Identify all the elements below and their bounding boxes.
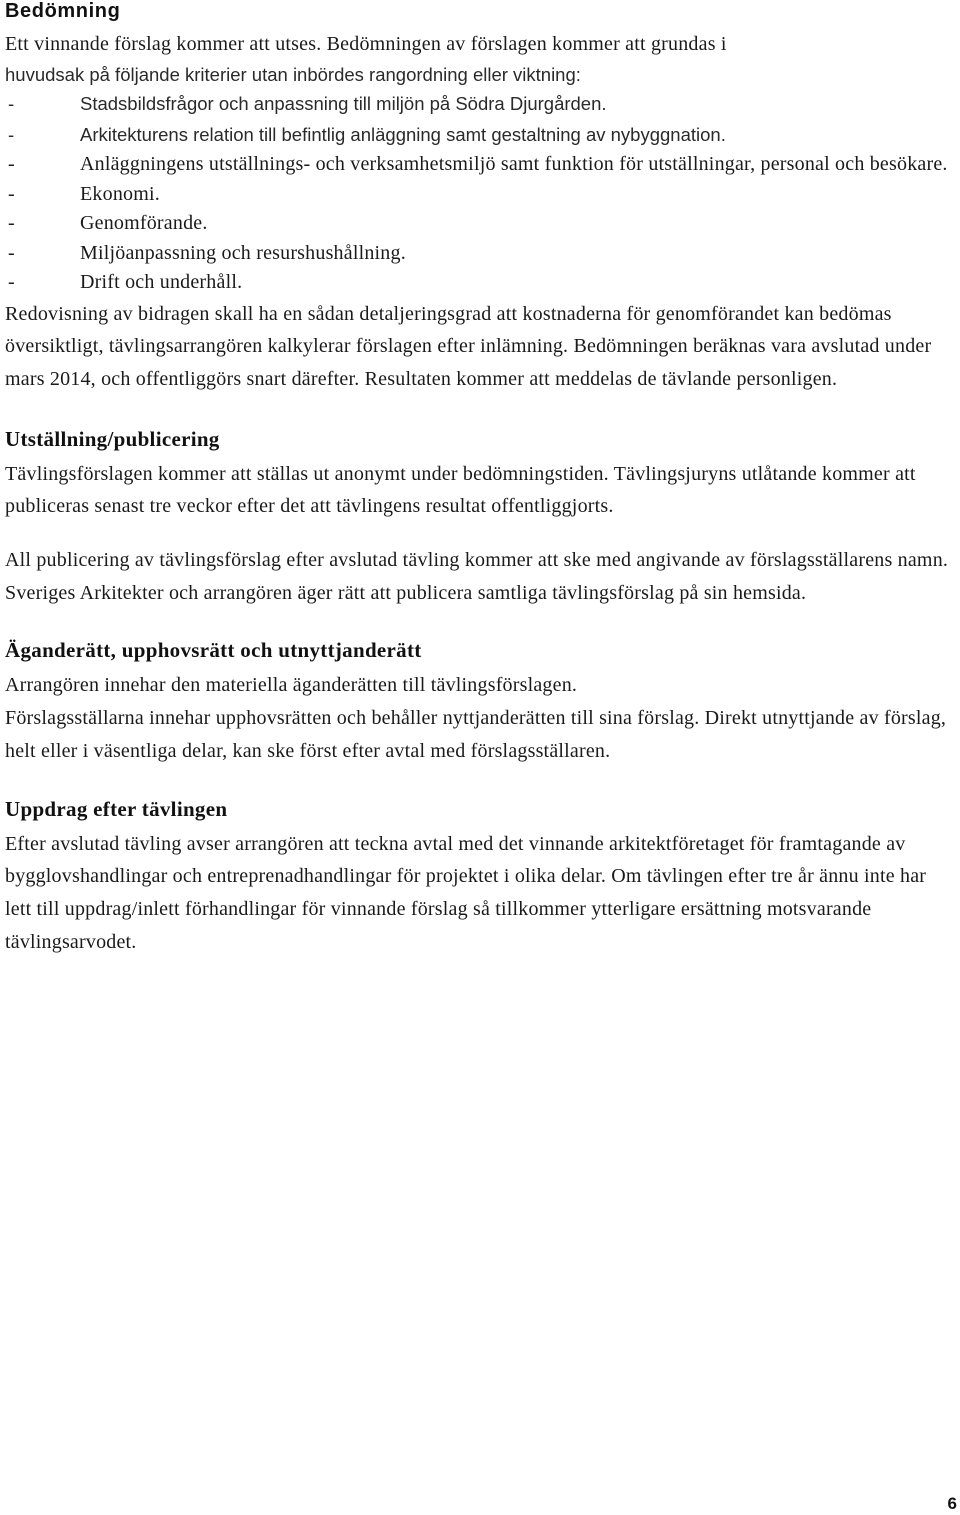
section-bedomning xyxy=(5,0,957,396)
criteria-text: Stadsbildsfrågor och anpassning till miljön på Södra Djurgården. xyxy=(80,93,607,114)
paragraph-gap xyxy=(5,523,957,544)
bedomning-intro xyxy=(5,28,957,60)
utstallning-para1: Tävlingsförslagen kommer att ställas ut anonymt under bedömningstiden. Tävlingsjuryns utlåtande kommer att publiceras senast tre veckor efter det att tävlingens resultat offentliggjorts. xyxy=(5,462,916,518)
criteria-text: Miljöanpassning och resurshushållning. xyxy=(80,241,406,264)
section-gap xyxy=(5,609,957,639)
criteria-item xyxy=(5,89,957,120)
list-dash: - xyxy=(8,212,15,234)
bedomning-body: Redovisning av bidragen skall ha en sådan detaljeringsgrad att kostnaderna för genomförandet kan bedömas översiktligt, tävlingsarrangören kalkylerar förslagen efter inlämning. Bedömningen beräknas vara avslutad under mars 2014, och offentliggörs snart därefter. Resultaten kommer att meddelas de tävlande personligen. xyxy=(5,302,932,390)
criteria-item xyxy=(5,180,957,210)
criteria-item xyxy=(5,239,957,269)
criteria-item xyxy=(5,268,957,298)
criteria-list xyxy=(5,89,957,298)
list-dash: - xyxy=(8,241,15,264)
section-heading-uppdrag: Uppdrag efter tävlingen xyxy=(5,796,228,821)
aganderatt-para2: Förslagsställarna innehar upphovsrätten och behåller nyttjanderätten till sina förslag. Direkt utnyttjande av förslag, helt eller i väsentliga delar, kan ske först efter avtal med förslagsställaren. xyxy=(5,707,947,762)
bedomning-intro-part2: Bedömningen av förslagen kommer att grundas i xyxy=(321,33,727,55)
list-dash: - xyxy=(8,123,15,145)
page-number: 6 xyxy=(947,1494,957,1513)
list-dash: - xyxy=(8,153,15,175)
bedomning-intro-part1: Ett vinnande förslag kommer att utses. xyxy=(5,33,322,55)
criteria-text: Genomförande. xyxy=(80,212,208,234)
criteria-text: Ekonomi. xyxy=(80,182,160,205)
section-heading-aganderatt: Äganderätt, upphovsrätt och utnyttjanderätt xyxy=(5,638,422,663)
list-dash: - xyxy=(8,271,15,293)
criteria-item xyxy=(5,150,957,180)
section-heading-utstallning: Utställning/publicering xyxy=(5,426,220,451)
section-utstallning xyxy=(5,428,957,610)
section-uppdrag xyxy=(5,798,957,959)
utstallning-para2: All publicering av tävlingsförslag efter avslutad tävling kommer att ske med angivande av förslagsställarens namn. Sveriges Arkitekter och arrangören äger rätt att publicera samtliga tävlingsförslag på sin hemsida. xyxy=(5,549,949,604)
criteria-item xyxy=(5,120,957,151)
uppdrag-para1: Efter avslutad tävling avser arrangören att teckna avtal med det vinnande arkitektföretaget för framtagande av bygglovshandlingar och entreprenadhandlingar för projektet i olika delar. Om tävlingen efter tre år ännu inte har lett till uppdrag/inlett förhandlingar för vinnande förslag så tillkommer ytterligare ersättning motsvarande tävlingsarvodet. xyxy=(5,832,927,953)
list-dash: - xyxy=(8,93,15,114)
criteria-text: Arkitekturens relation till befintlig anläggning samt gestaltning av nybyggnation. xyxy=(80,123,726,145)
criteria-item xyxy=(5,209,957,239)
criteria-text: Anläggningens utställnings- och verksamhetsmiljö samt funktion för utställningar, personal och besökare. xyxy=(80,153,948,175)
document-page xyxy=(5,0,957,958)
aganderatt-para1: Arrangören innehar den materiella äganderätten till tävlingsförslagen. xyxy=(5,674,578,697)
bedomning-intro-line2: huvudsak på följande kriterier utan inbördes rangordning eller viktning: xyxy=(5,64,581,85)
list-dash: - xyxy=(8,182,15,205)
criteria-text: Drift och underhåll. xyxy=(80,271,243,293)
section-aganderatt xyxy=(5,639,957,767)
section-heading-bedomning: Bedömning xyxy=(5,0,121,22)
section-gap xyxy=(5,768,957,798)
section-gap xyxy=(5,396,957,428)
